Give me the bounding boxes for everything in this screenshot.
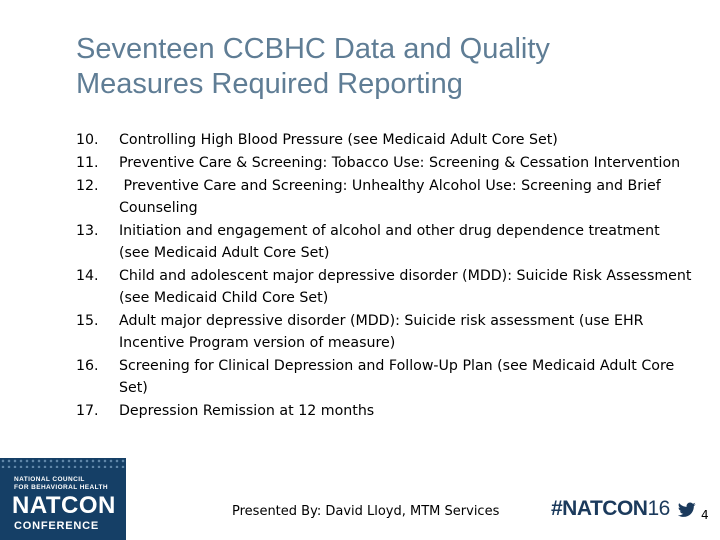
list-item	[76, 220, 716, 264]
page-number: 4	[701, 508, 709, 522]
logo-line-4: CONFERENCE	[14, 520, 100, 532]
logo-line-2: FOR BEHAVIORAL HEALTH	[14, 484, 108, 491]
hashtag-year: 16	[647, 497, 670, 520]
item-text: Child and adolescent major depressive disorder (MDD): Suicide Risk Assessment	[119, 268, 692, 284]
item-text-continued: Set)	[119, 380, 148, 396]
presenter-credit: Presented By: David Lloyd, MTM Services	[232, 504, 500, 519]
list-item	[76, 400, 716, 422]
item-number: 10.	[76, 132, 99, 148]
item-text-continued: Incentive Program version of measure)	[119, 335, 396, 351]
slide-title-line-2: Measures Required Reporting	[76, 68, 463, 100]
item-text-continued: Counseling	[119, 200, 198, 216]
list-item	[76, 355, 716, 399]
item-number: 15.	[76, 313, 99, 329]
slide-title-line-1: Seventeen CCBHC Data and Quality	[76, 33, 550, 65]
logo-line-1: NATIONAL COUNCIL	[14, 476, 85, 483]
natcon-logo	[0, 458, 126, 540]
item-text: Screening for Clinical Depression and Follow-Up Plan (see Medicaid Adult Core	[119, 358, 675, 374]
item-text: Adult major depressive disorder (MDD): Suicide risk assessment (use EHR	[119, 313, 644, 329]
twitter-bird-icon	[678, 502, 696, 518]
item-text: Controlling High Blood Pressure (see Medicaid Adult Core Set)	[119, 132, 558, 148]
list-item	[76, 152, 716, 174]
measures-list	[76, 129, 716, 423]
item-number: 12.	[76, 178, 99, 194]
logo-dot-pattern	[0, 458, 126, 468]
item-text: Depression Remission at 12 months	[119, 403, 375, 419]
item-number: 13.	[76, 223, 99, 239]
item-number: 16.	[76, 358, 99, 374]
item-number: 17.	[76, 403, 99, 419]
item-text-continued: (see Medicaid Adult Core Set)	[119, 245, 330, 261]
item-text-continued: (see Medicaid Child Core Set)	[119, 290, 329, 306]
logo-line-3: NATCON	[12, 492, 116, 519]
item-text: Initiation and engagement of alcohol and other drug dependence treatment	[119, 223, 660, 239]
item-number: 11.	[76, 155, 99, 171]
list-item	[76, 265, 716, 309]
hashtag-main: #NATCON	[551, 497, 648, 520]
item-text: Preventive Care & Screening: Tobacco Use: Screening & Cessation Intervention	[119, 155, 681, 171]
list-item	[76, 310, 716, 354]
item-number: 14.	[76, 268, 99, 284]
list-item	[76, 129, 716, 151]
event-hashtag	[551, 497, 670, 521]
item-text: Preventive Care and Screening: Unhealthy Alcohol Use: Screening and Brief	[119, 178, 661, 194]
slide-title	[76, 32, 696, 102]
list-item	[76, 175, 716, 219]
